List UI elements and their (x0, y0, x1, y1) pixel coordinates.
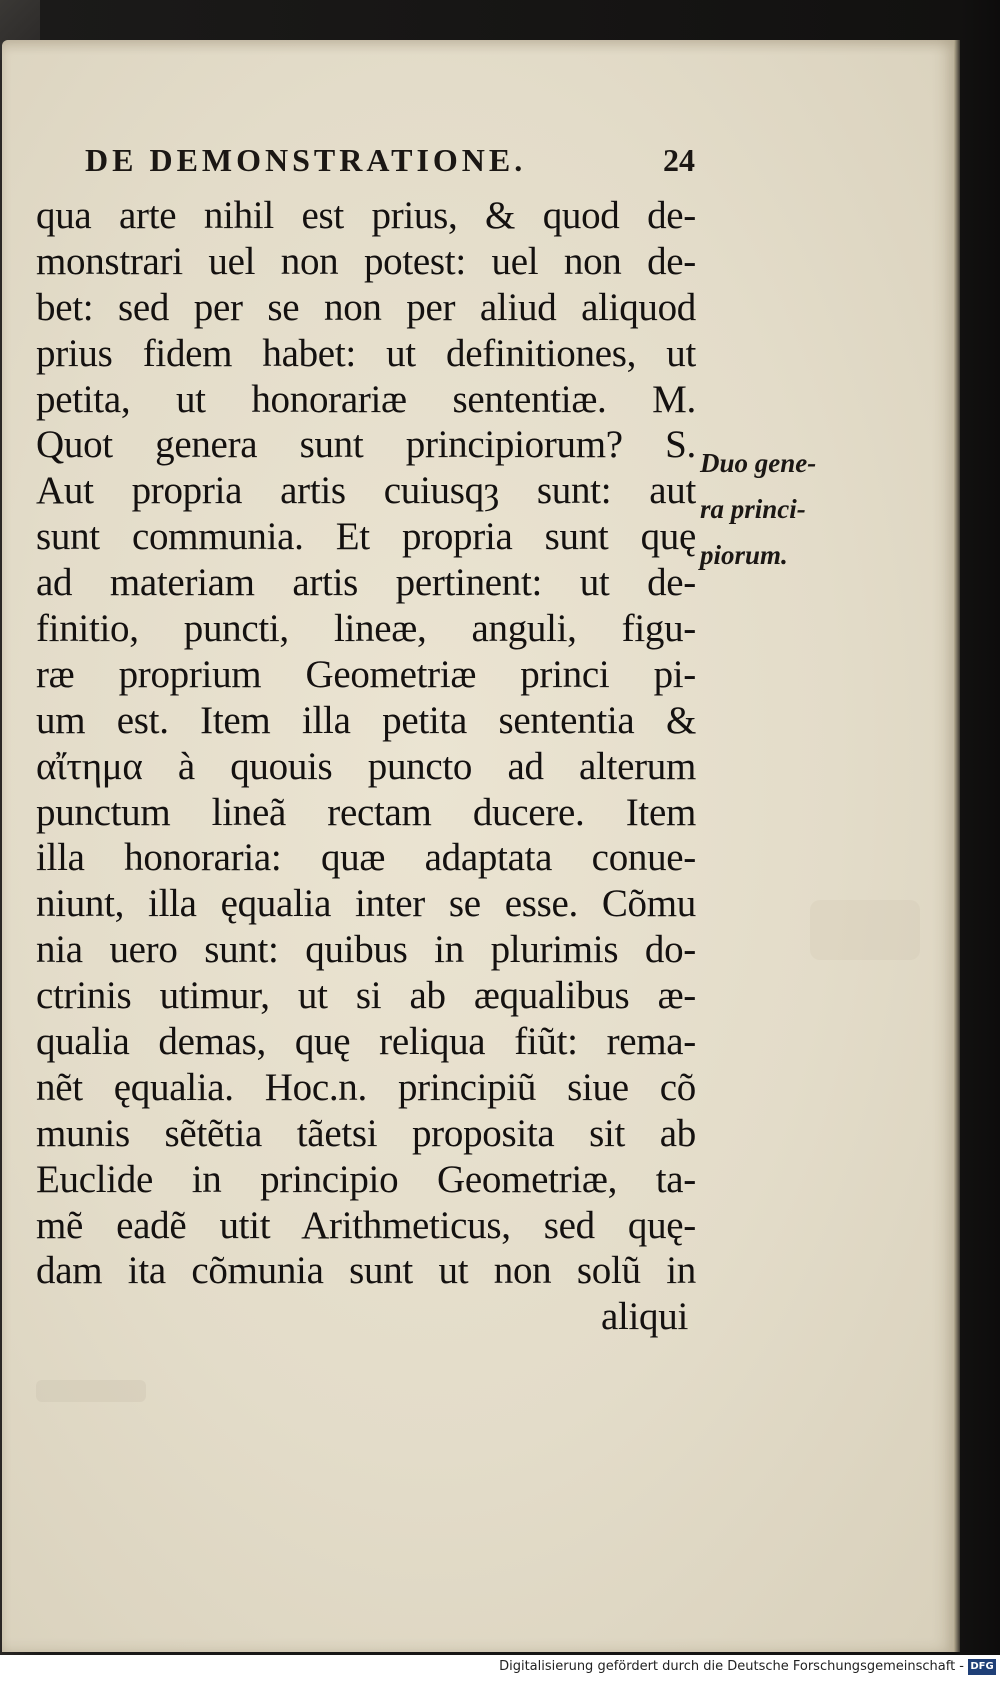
text-line: Euclide in principio Geometriæ, ta- (36, 1157, 696, 1201)
text-line: illa honoraria: quæ adaptata conue- (36, 836, 696, 880)
text-line: munis sẽtẽtia tãetsi proposita sit ab (36, 1111, 696, 1155)
body-text (36, 193, 696, 1340)
text-line: ad materiam artis pertinent: ut de- (36, 561, 696, 605)
text-line: αἴτημα à quouis puncto ad alterum (36, 744, 696, 788)
dfg-logo: DFG (968, 1659, 996, 1675)
text-line: ctrinis utimur, ut si ab æqualibus æ- (36, 974, 696, 1018)
catchword: aliqui (600, 1295, 688, 1339)
margin-note-line: Duo gene- (700, 448, 817, 478)
text-line: qualia demas, quę reliqua fiũt: rema- (36, 1020, 696, 1064)
text-line: Aut propria artis cuiusqȝ sunt: aut (36, 469, 696, 513)
text-line: um est. Item illa petita sententia & (36, 698, 696, 742)
text-line: petita, ut honorariæ sententiæ. M. (36, 377, 696, 421)
text-line: qua arte nihil est prius, & quod de- (36, 194, 696, 237)
page-number: 24 (663, 141, 695, 178)
page-edge (954, 40, 960, 1652)
margin-note-line: ra princi- (700, 494, 806, 524)
footer-bar (0, 1655, 1000, 1681)
offset-print-mark (36, 1380, 146, 1402)
text-line: dam ita cõmunia sunt ut non solũ in (36, 1249, 696, 1293)
text-line: nẽt ęqualia. Hoc.n. principiũ siue cõ (36, 1065, 696, 1109)
text-line: nia uero sunt: quibus in plurimis do- (36, 928, 696, 972)
text-line: punctum lineã rectam ducere. Item (36, 790, 696, 834)
running-head (85, 140, 695, 180)
funding-credit: Digitalisierung gefördert durch die Deutsche Forschungsgemeinschaft - (499, 1659, 964, 1674)
text-line: ræ proprium Geometriæ princi pi- (36, 652, 696, 696)
running-title: DE DEMONSTRATIONE. (85, 141, 527, 178)
text-line: Quot genera sunt principiorum? S. (36, 423, 696, 467)
text-line: prius fidem habet: ut definitiones, ut (36, 331, 696, 375)
margin-note-line: piorum. (700, 540, 788, 570)
text-line: niunt, illa ęqualia inter se esse. Cõmu (36, 882, 696, 926)
margin-note (700, 440, 880, 578)
text-line: monstrari uel non potest: uel non de- (36, 239, 696, 283)
text-line: mẽ eadẽ utit Arithmeticus, sed quę- (36, 1203, 696, 1247)
text-line: sunt communia. Et propria sunt quę (36, 515, 696, 559)
text-line: finitio, puncti, lineæ, anguli, figu- (36, 607, 696, 651)
text-line: bet: sed per se non per aliud aliquod (36, 285, 696, 329)
show-through-mark (810, 900, 920, 960)
